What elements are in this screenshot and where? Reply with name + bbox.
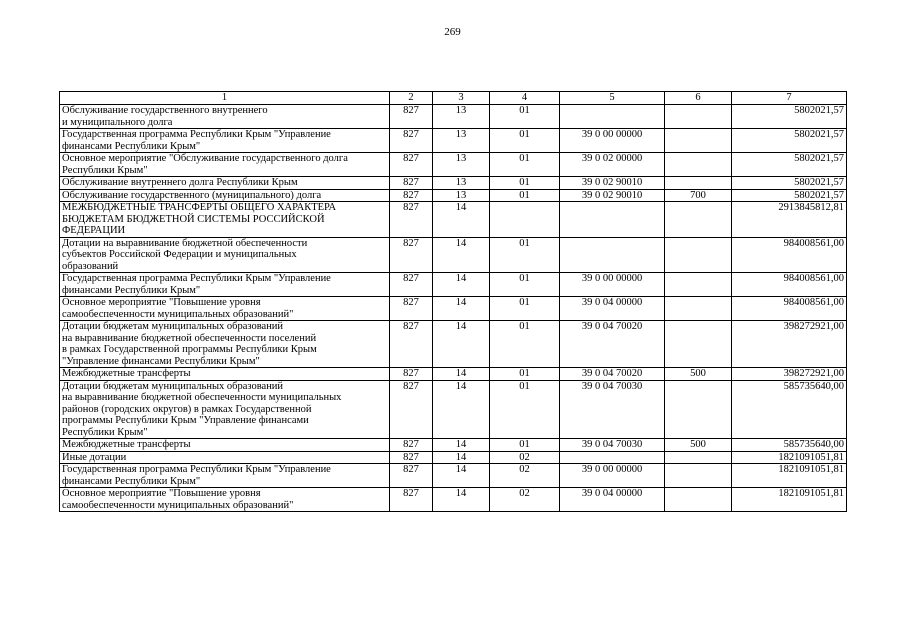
- row-name-cell: Государственная программа Республики Крым "Управление финансами Республики Крым": [60, 273, 390, 297]
- rz-code-cell: 13: [433, 105, 490, 129]
- pr-code-cell: 02: [490, 451, 560, 464]
- csr-code-cell: 39 0 00 00000: [560, 464, 665, 488]
- page-number: 269: [444, 26, 461, 38]
- csr-code-cell: [560, 451, 665, 464]
- row-name-cell: Государственная программа Республики Крым "Управление финансами Республики Крым": [60, 129, 390, 153]
- amount-cell: 1821091051,81: [732, 464, 847, 488]
- amount-cell: 585735640,00: [732, 380, 847, 439]
- csr-code-cell: 39 0 04 70020: [560, 368, 665, 381]
- csr-code-cell: 39 0 02 90010: [560, 177, 665, 190]
- vr-code-cell: [665, 488, 732, 512]
- pr-code-cell: 01: [490, 439, 560, 452]
- rz-code-cell: 14: [433, 439, 490, 452]
- table-row: [60, 464, 847, 488]
- pr-code-cell: 02: [490, 464, 560, 488]
- table-row: [60, 273, 847, 297]
- pr-code-cell: 01: [490, 368, 560, 381]
- table-row: [60, 189, 847, 202]
- vr-code-cell: [665, 153, 732, 177]
- csr-code-cell: 39 0 00 00000: [560, 129, 665, 153]
- rz-code-cell: 13: [433, 177, 490, 190]
- rz-code-cell: 13: [433, 189, 490, 202]
- amount-cell: 398272921,00: [732, 321, 847, 368]
- amount-cell: 5802021,57: [732, 129, 847, 153]
- rz-code-cell: 14: [433, 237, 490, 273]
- row-name-cell: Основное мероприятие "Повышение уровня самообеспеченности муниципальных образований": [60, 488, 390, 512]
- gr-code-cell: 827: [390, 321, 433, 368]
- gr-code-cell: 827: [390, 451, 433, 464]
- amount-cell: 2913845812,81: [732, 202, 847, 238]
- vr-code-cell: [665, 273, 732, 297]
- row-name-cell: Дотации бюджетам муниципальных образований на выравнивание бюджетной обеспеченности муниципальных районов (городских округов) в рамках Государственной программы Республики Крым "Управление финансами Республики Крым": [60, 380, 390, 439]
- vr-code-cell: [665, 177, 732, 190]
- amount-cell: 1821091051,81: [732, 451, 847, 464]
- csr-code-cell: 39 0 04 00000: [560, 297, 665, 321]
- pr-code-cell: 01: [490, 297, 560, 321]
- csr-code-cell: 39 0 02 90010: [560, 189, 665, 202]
- vr-code-cell: [665, 237, 732, 273]
- csr-code-cell: 39 0 04 70030: [560, 380, 665, 439]
- row-name-cell: Государственная программа Республики Крым "Управление финансами Республики Крым": [60, 464, 390, 488]
- csr-code-cell: 39 0 02 00000: [560, 153, 665, 177]
- pr-code-cell: 02: [490, 488, 560, 512]
- row-name-cell: МЕЖБЮДЖЕТНЫЕ ТРАНСФЕРТЫ ОБЩЕГО ХАРАКТЕРА БЮДЖЕТАМ БЮДЖЕТНОЙ СИСТЕМЫ РОССИЙСКОЙ ФЕДЕРАЦИИ: [60, 202, 390, 238]
- table-row: [60, 439, 847, 452]
- pr-code-cell: 01: [490, 105, 560, 129]
- table-row: [60, 321, 847, 368]
- table-row: [60, 105, 847, 129]
- gr-code-cell: 827: [390, 202, 433, 238]
- rz-code-cell: 14: [433, 368, 490, 381]
- amount-cell: 5802021,57: [732, 189, 847, 202]
- pr-code-cell: 01: [490, 321, 560, 368]
- pr-code-cell: 01: [490, 153, 560, 177]
- table-body: [60, 105, 847, 512]
- rz-code-cell: 14: [433, 297, 490, 321]
- amount-cell: 398272921,00: [732, 368, 847, 381]
- column-header: 1: [60, 92, 390, 105]
- vr-code-cell: 500: [665, 439, 732, 452]
- column-number-header-row: [60, 92, 847, 105]
- rz-code-cell: 14: [433, 202, 490, 238]
- column-header: 4: [490, 92, 560, 105]
- gr-code-cell: 827: [390, 105, 433, 129]
- pr-code-cell: 01: [490, 177, 560, 190]
- table-row: [60, 237, 847, 273]
- row-name-cell: Обслуживание государственного внутреннего и муниципального долга: [60, 105, 390, 129]
- row-name-cell: Основное мероприятие "Повышение уровня самообеспеченности муниципальных образований": [60, 297, 390, 321]
- csr-code-cell: [560, 202, 665, 238]
- column-header: 2: [390, 92, 433, 105]
- vr-code-cell: [665, 321, 732, 368]
- column-header: 5: [560, 92, 665, 105]
- vr-code-cell: 500: [665, 368, 732, 381]
- csr-code-cell: 39 0 04 70020: [560, 321, 665, 368]
- pr-code-cell: 01: [490, 129, 560, 153]
- amount-cell: 585735640,00: [732, 439, 847, 452]
- row-name-cell: Обслуживание государственного (муниципального) долга: [60, 189, 390, 202]
- pr-code-cell: 01: [490, 237, 560, 273]
- gr-code-cell: 827: [390, 237, 433, 273]
- gr-code-cell: 827: [390, 380, 433, 439]
- column-header: 6: [665, 92, 732, 105]
- column-header: 7: [732, 92, 847, 105]
- rz-code-cell: 14: [433, 321, 490, 368]
- gr-code-cell: 827: [390, 368, 433, 381]
- column-header: 3: [433, 92, 490, 105]
- pr-code-cell: [490, 202, 560, 238]
- table-row: [60, 129, 847, 153]
- csr-code-cell: 39 0 04 00000: [560, 488, 665, 512]
- vr-code-cell: [665, 297, 732, 321]
- rz-code-cell: 14: [433, 273, 490, 297]
- vr-code-cell: [665, 451, 732, 464]
- csr-code-cell: 39 0 04 70030: [560, 439, 665, 452]
- amount-cell: 5802021,57: [732, 177, 847, 190]
- vr-code-cell: [665, 105, 732, 129]
- pr-code-cell: 01: [490, 189, 560, 202]
- table-row: [60, 177, 847, 190]
- amount-cell: 984008561,00: [732, 297, 847, 321]
- row-name-cell: Иные дотации: [60, 451, 390, 464]
- rz-code-cell: 13: [433, 153, 490, 177]
- amount-cell: 5802021,57: [732, 153, 847, 177]
- vr-code-cell: [665, 380, 732, 439]
- rz-code-cell: 14: [433, 488, 490, 512]
- csr-code-cell: [560, 237, 665, 273]
- amount-cell: 984008561,00: [732, 273, 847, 297]
- table-row: [60, 153, 847, 177]
- pr-code-cell: 01: [490, 273, 560, 297]
- row-name-cell: Межбюджетные трансферты: [60, 368, 390, 381]
- table-row: [60, 297, 847, 321]
- vr-code-cell: [665, 202, 732, 238]
- rz-code-cell: 14: [433, 464, 490, 488]
- gr-code-cell: 827: [390, 153, 433, 177]
- gr-code-cell: 827: [390, 297, 433, 321]
- vr-code-cell: [665, 129, 732, 153]
- table-row: [60, 202, 847, 238]
- row-name-cell: Основное мероприятие "Обслуживание государственного долга Республики Крым": [60, 153, 390, 177]
- gr-code-cell: 827: [390, 273, 433, 297]
- row-name-cell: Обслуживание внутреннего долга Республики Крым: [60, 177, 390, 190]
- table-row: [60, 368, 847, 381]
- rz-code-cell: 14: [433, 380, 490, 439]
- table-row: [60, 380, 847, 439]
- budget-table: [59, 91, 847, 512]
- gr-code-cell: 827: [390, 488, 433, 512]
- amount-cell: 1821091051,81: [732, 488, 847, 512]
- gr-code-cell: 827: [390, 189, 433, 202]
- pr-code-cell: 01: [490, 380, 560, 439]
- table-row: [60, 451, 847, 464]
- gr-code-cell: 827: [390, 464, 433, 488]
- gr-code-cell: 827: [390, 177, 433, 190]
- gr-code-cell: 827: [390, 439, 433, 452]
- rz-code-cell: 13: [433, 129, 490, 153]
- rz-code-cell: 14: [433, 451, 490, 464]
- row-name-cell: Дотации на выравнивание бюджетной обеспеченности субъектов Российской Федерации и муниципальных образований: [60, 237, 390, 273]
- row-name-cell: Межбюджетные трансферты: [60, 439, 390, 452]
- gr-code-cell: 827: [390, 129, 433, 153]
- row-name-cell: Дотации бюджетам муниципальных образований на выравнивание бюджетной обеспеченности поселений в рамках Государственной программы Республики Крым "Управление финансами Республики Крым": [60, 321, 390, 368]
- vr-code-cell: 700: [665, 189, 732, 202]
- vr-code-cell: [665, 464, 732, 488]
- table-row: [60, 488, 847, 512]
- csr-code-cell: [560, 105, 665, 129]
- amount-cell: 5802021,57: [732, 105, 847, 129]
- amount-cell: 984008561,00: [732, 237, 847, 273]
- csr-code-cell: 39 0 00 00000: [560, 273, 665, 297]
